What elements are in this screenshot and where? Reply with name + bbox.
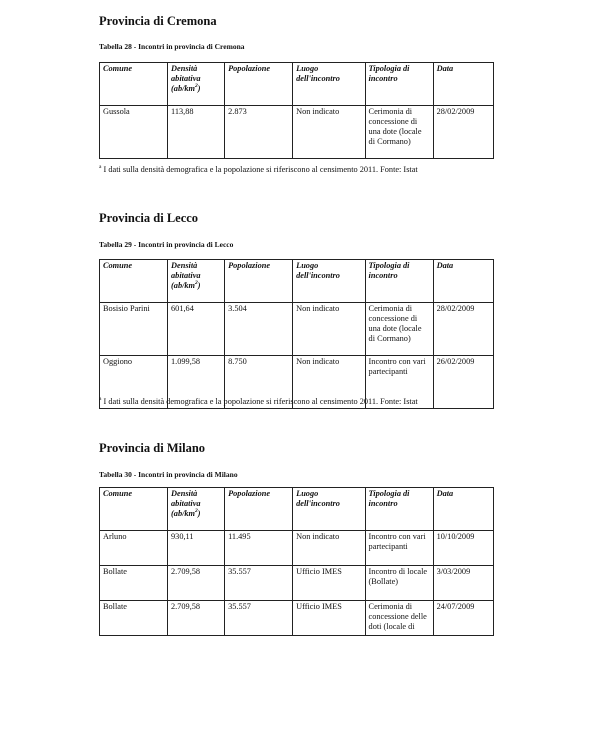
- cell-comune: Arluno: [100, 531, 168, 566]
- cell-luogo: Ufficio IMES: [293, 566, 365, 601]
- cell-densita: 2.709,58: [168, 566, 225, 601]
- table-body: [100, 303, 494, 409]
- col-header-densita: Densità abitativa $(ab/km^2)$: [168, 260, 225, 303]
- table-header-row: [100, 63, 494, 106]
- footnote-marker: a: [99, 164, 102, 171]
- table-row: [100, 303, 494, 356]
- cell-comune: Bosisio Parini: [100, 303, 168, 356]
- cell-comune: Bollate: [100, 566, 168, 601]
- col-header-data: Data: [433, 488, 493, 531]
- section-title: Provincia di Milano: [99, 441, 206, 455]
- cell-tipologia: Cerimonia di concessione delle doti (locale di: [365, 601, 433, 636]
- cell-tipologia: Incontro di locale (Bollate): [365, 566, 433, 601]
- col-header-luogo: Luogo dell'incontro: [293, 488, 365, 531]
- col-header-data: Data: [433, 260, 493, 303]
- cell-data: 24/07/2009: [433, 601, 493, 636]
- cell-popolazione: 3.504: [225, 303, 293, 356]
- col-header-tipologia: Tipologia di incontro: [365, 63, 433, 106]
- section-title: Provincia di Lecco: [99, 211, 199, 225]
- table-milano: [99, 487, 494, 636]
- table-row: [100, 531, 494, 566]
- cell-comune: Bollate: [100, 601, 168, 636]
- cell-data: 28/02/2009: [433, 106, 493, 159]
- table-caption: Tabella 28 - Incontri in provincia di Cremona: [99, 42, 245, 51]
- footnote-marker: a: [99, 396, 102, 403]
- cell-data: 10/10/2009: [433, 531, 493, 566]
- table-cremona: [99, 62, 494, 159]
- col-header-popolazione: Popolazione: [225, 260, 293, 303]
- cell-popolazione: 11.495: [225, 531, 293, 566]
- section-cremona: [99, 13, 494, 174]
- section-title: Provincia di Cremona: [99, 14, 217, 28]
- col-header-comune: Comune: [100, 488, 168, 531]
- col-header-densita: Densità abitativa $(ab/km^2)$: [168, 63, 225, 106]
- cell-data: 3/03/2009: [433, 566, 493, 601]
- cell-luogo: Non indicato: [293, 106, 365, 159]
- footnote-text: I dati sulla densità demografica e la popolazione si riferiscono al censimento 2011. Fonte: Istat: [103, 165, 418, 174]
- col-header-popolazione: Popolazione: [225, 63, 293, 106]
- cell-comune: Oggiono: [100, 356, 168, 409]
- cell-data: 26/02/2009: [433, 356, 493, 409]
- cell-densita: 113,88: [168, 106, 225, 159]
- cell-densita: 601,64: [168, 303, 225, 356]
- section-lecco: [99, 210, 494, 406]
- cell-popolazione: 2.873: [225, 106, 293, 159]
- table-header-row: [100, 260, 494, 303]
- col-header-luogo: Luogo dell'incontro: [293, 63, 365, 106]
- col-header-popolazione: Popolazione: [225, 488, 293, 531]
- cell-tipologia: Incontro con vari partecipanti: [365, 531, 433, 566]
- col-header-comune: Comune: [100, 260, 168, 303]
- cell-popolazione: 8.750: [225, 356, 293, 409]
- table-header-row: [100, 488, 494, 531]
- table-row: [100, 601, 494, 636]
- table-row: [100, 566, 494, 601]
- cell-tipologia: Incontro con vari partecipanti: [365, 356, 433, 409]
- cell-densita: 930,11: [168, 531, 225, 566]
- cell-luogo: Ufficio IMES: [293, 601, 365, 636]
- cell-densita: 1.099,58: [168, 356, 225, 409]
- table-lecco: [99, 259, 494, 409]
- col-header-tipologia: Tipologia di incontro: [365, 488, 433, 531]
- col-header-data: Data: [433, 63, 493, 106]
- cell-luogo: Non indicato: [293, 303, 365, 356]
- table-body: [100, 106, 494, 159]
- cell-data: 28/02/2009: [433, 303, 493, 356]
- cell-tipologia: Cerimonia di concessione di una dote (locale di Cormano): [365, 106, 433, 159]
- cell-luogo: Non indicato: [293, 356, 365, 409]
- cell-tipologia: Cerimonia di concessione di una dote (locale di Cormano): [365, 303, 433, 356]
- section-milano: [99, 440, 494, 631]
- cell-luogo: Non indicato: [293, 531, 365, 566]
- col-header-luogo: Luogo dell'incontro: [293, 260, 365, 303]
- footnote-text: I dati sulla densità demografica e la popolazione si riferiscono al censimento 2011. Fonte: Istat: [103, 397, 418, 406]
- footnote: [99, 397, 418, 407]
- cell-comune: Gussola: [100, 106, 168, 159]
- col-header-densita: Densità abitativa $(ab/km^2)$: [168, 488, 225, 531]
- footnote: [99, 165, 418, 175]
- table-row: [100, 106, 494, 159]
- cell-popolazione: 35.557: [225, 566, 293, 601]
- col-header-comune: Comune: [100, 63, 168, 106]
- col-header-tipologia: Tipologia di incontro: [365, 260, 433, 303]
- cell-densita: 2.709,58: [168, 601, 225, 636]
- table-caption: Tabella 30 - Incontri in provincia di Milano: [99, 470, 238, 479]
- cell-popolazione: 35.557: [225, 601, 293, 636]
- table-body: [100, 531, 494, 636]
- table-caption: Tabella 29 - Incontri in provincia di Lecco: [99, 240, 234, 249]
